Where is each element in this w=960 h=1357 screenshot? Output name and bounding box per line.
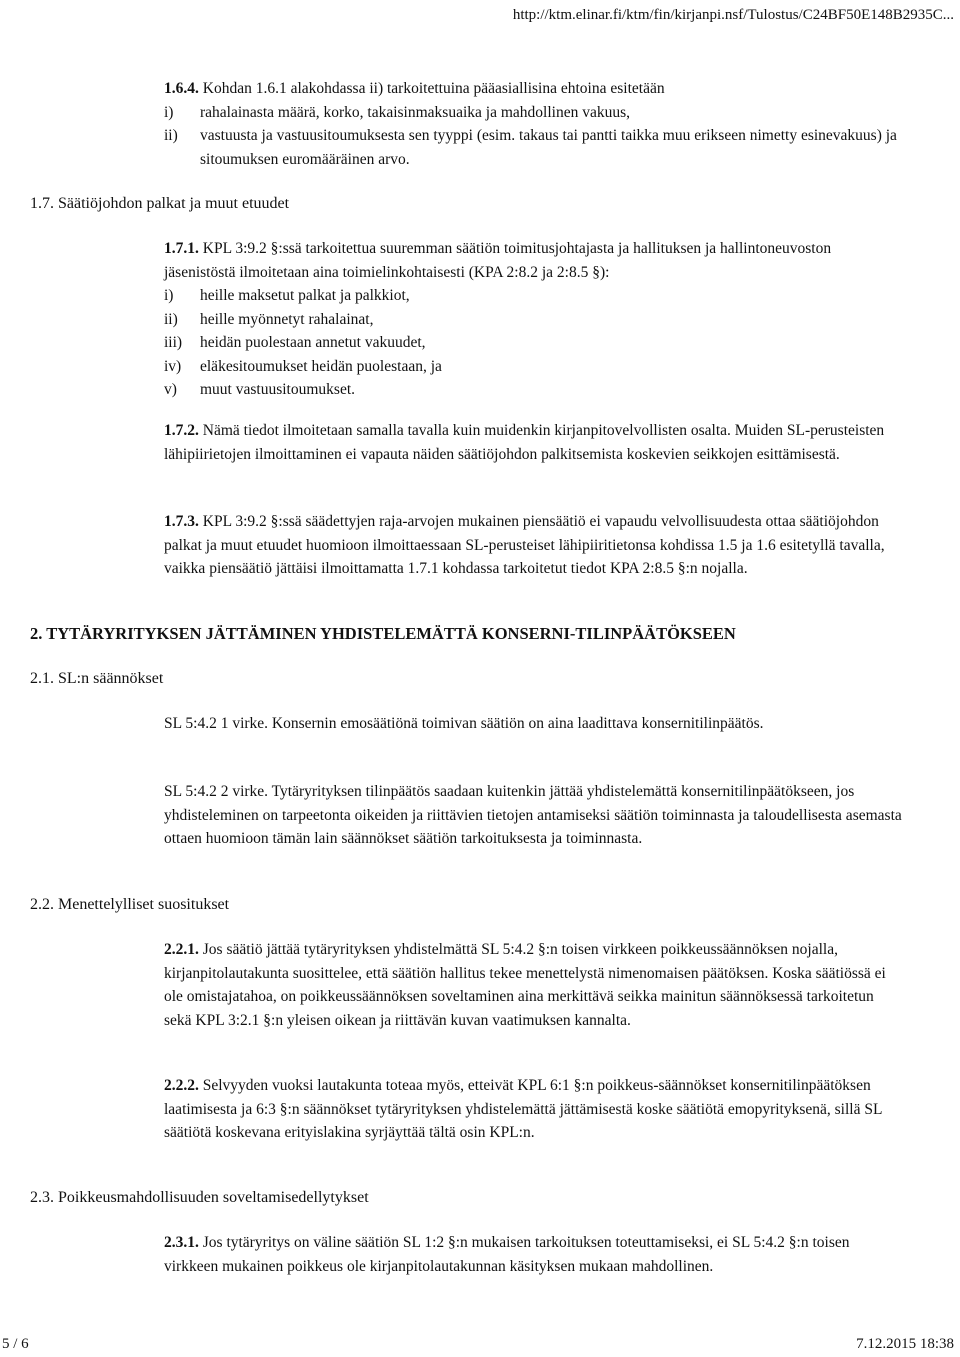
page-number: 5 / 6: [2, 1336, 29, 1352]
section-1-6-4: [164, 77, 904, 171]
header-url: http://ktm.elinar.fi/ktm/fin/kirjanpi.nsf/Tulostus/C24BF50E148B2935C...: [512, 7, 954, 23]
section-2-2-2: 2.2.2. Selvyyden vuoksi lautakunta toteaa myös, etteivät KPL 6:1 §:n poikkeus-säännökset konsernitilinpäätöksen laatimisesta ja 6:3 §:n säännökset tytäryrityksen yhdistelemättä jättämisestä koske säätiötä emopyrityksenä, sillä SL säätiötä koskevana erityislakina syrjäyttää tältä osin KPL:n.: [164, 1077, 882, 1141]
section-2-1-para-2: SL 5:4.2 2 virke. Tytäryrityksen tilinpäätös saadaan kuitenkin jättää yhdistelemättä konsernitilinpäätökseen, jos yhdisteleminen on tarpeetonta oikeiden ja riittävien tietojen antamiseksi säätiön toiminnasta ja taloudellisesta asemasta ottaen huomioon tämän lain säännökset säätiön tarkoituksesta ja toiminnasta.: [164, 783, 902, 847]
list-item: ii) vastuusta ja vastuusitoumuksesta sen tyyppi (esim. takaus tai pantti taikka muu erikseen nimetty esinevakuus) ja sitoumuksen euromääräinen arvo.: [164, 127, 897, 168]
chapter-heading-2: 2. TYTÄRYRITYKSEN JÄTTÄMINEN YHDISTELEMÄTTÄ KONSERNI-TILINPÄÄTÖKSEEN: [30, 624, 736, 643]
section-heading-2-3: 2.3. Poikkeusmahdollisuuden soveltamisedellytykset: [30, 1189, 369, 1206]
section-number: 1.7.2.: [164, 422, 199, 439]
list-item: i) heille maksetut palkat ja palkkiot,: [164, 287, 410, 304]
section-number: 1.7.1.: [164, 240, 199, 257]
section-1-7-3: 1.7.3. KPL 3:9.2 §:ssä säädettyjen raja-arvojen mukainen piensäätiö ei vapaudu velvollisuudesta ottaa säätiöjohdon palkat ja muut etuudet huomioon ilmoittaessaan SL-perusteiset lähipiiritietonsa kohdissa 1.5 ja 1.6 esitetyllä tavalla, vaikka piensäätiö jättäisi ilmoittamatta 1.7.1 kohdassa tarkoitetut tiedot KPA 2:8.5 §:n nojalla.: [164, 513, 885, 577]
section-2-1-para-1: SL 5:4.2 1 virke. Konsernin emosäätiönä toimivan säätiön on aina laadittava konsernitilinpäätös.: [164, 715, 764, 732]
section-number: 2.2.2.: [164, 1077, 199, 1094]
section-1-6-4-intro: 1.6.4. Kohdan 1.6.1 alakohdassa ii) tarkoitettuina pääasiallisina ehtoina esitetään: [164, 80, 665, 97]
print-timestamp: 7.12.2015 18:38: [856, 1336, 954, 1352]
section-number: 1.6.4.: [164, 80, 199, 97]
section-heading-1-7: 1.7. Säätiöjohdon palkat ja muut etuudet: [30, 195, 290, 212]
section-1-7-2: 1.7.2. Nämä tiedot ilmoitetaan samalla tavalla kuin muidenkin kirjanpitovelvollisten osalta. Muiden SL-perusteisten lähipiirietojen ilmoittaminen ei vapauta näiden säätiöjohdon palkitsemista koskevien seikkojen esittämisestä.: [164, 422, 885, 463]
section-heading-2-1: 2.1. SL:n säännökset: [30, 670, 164, 687]
section-2-3-1: 2.3.1. Jos tytäryritys on väline säätiön SL 1:2 §:n mukaisen tarkoituksen toteuttamiseksi, ei SL 5:4.2 §:n toisen virkkeen mukainen poikkeus ole kirjanpitolautakunnan käsityksen mukaan mahdollinen.: [164, 1234, 850, 1275]
section-1-7-1: 1.7.1. KPL 3:9.2 §:ssä tarkoitettua suuremman säätiön toimitusjohtajasta ja hallituksen ja hallintoneuvoston jäsenistöstä ilmoitetaan aina toimielinkohtaisesti (KPA 2:8.2 ja 2:8.5 §): i) heille maksetut palkat ja palkkiot, ii) heille myönnetyt rahalainat, iii) heidän puolestaan annetut vakuudet, iv) eläkesitoumukset heidän puolestaan, ja v) muut vastuusitoumukset.: [164, 237, 904, 402]
section-number: 2.2.1.: [164, 941, 199, 958]
section-number: 1.7.3.: [164, 513, 199, 530]
list-item: i) rahalainasta määrä, korko, takaisinmaksuaika ja mahdollinen vakuus,: [164, 103, 630, 121]
list-item: iii) heidän puolestaan annetut vakuudet,: [164, 334, 426, 351]
list-item: iv) eläkesitoumukset heidän puolestaan, ja: [164, 357, 442, 375]
section-2-2-1: 2.2.1. Jos säätiö jättää tytäryrityksen yhdistelmättä SL 5:4.2 §:n toisen virkkeen poikkeussäännöksen nojalla, kirjanpitolautakunta suosittelee, että säätiön hallitus tekee menettelystä nimenomaisen päätöksen. Koska säätiössä ei ole omistajatahoa, on poikkeussäännöksen soveltaminen aina merkittävä seikka mainitun säännöksessä tarkoitetun sekä KPL 3:2.1 §:n yleisen oikean ja riittävän kuvan vaatimuksen kannalta.: [164, 941, 886, 1029]
section-number: 2.3.1.: [164, 1234, 199, 1251]
section-heading-2-2: 2.2. Menettelylliset suositukset: [30, 896, 230, 913]
list-item: ii) heille myönnetyt rahalainat,: [164, 310, 374, 328]
list-item: v) muut vastuusitoumukset.: [164, 381, 355, 398]
